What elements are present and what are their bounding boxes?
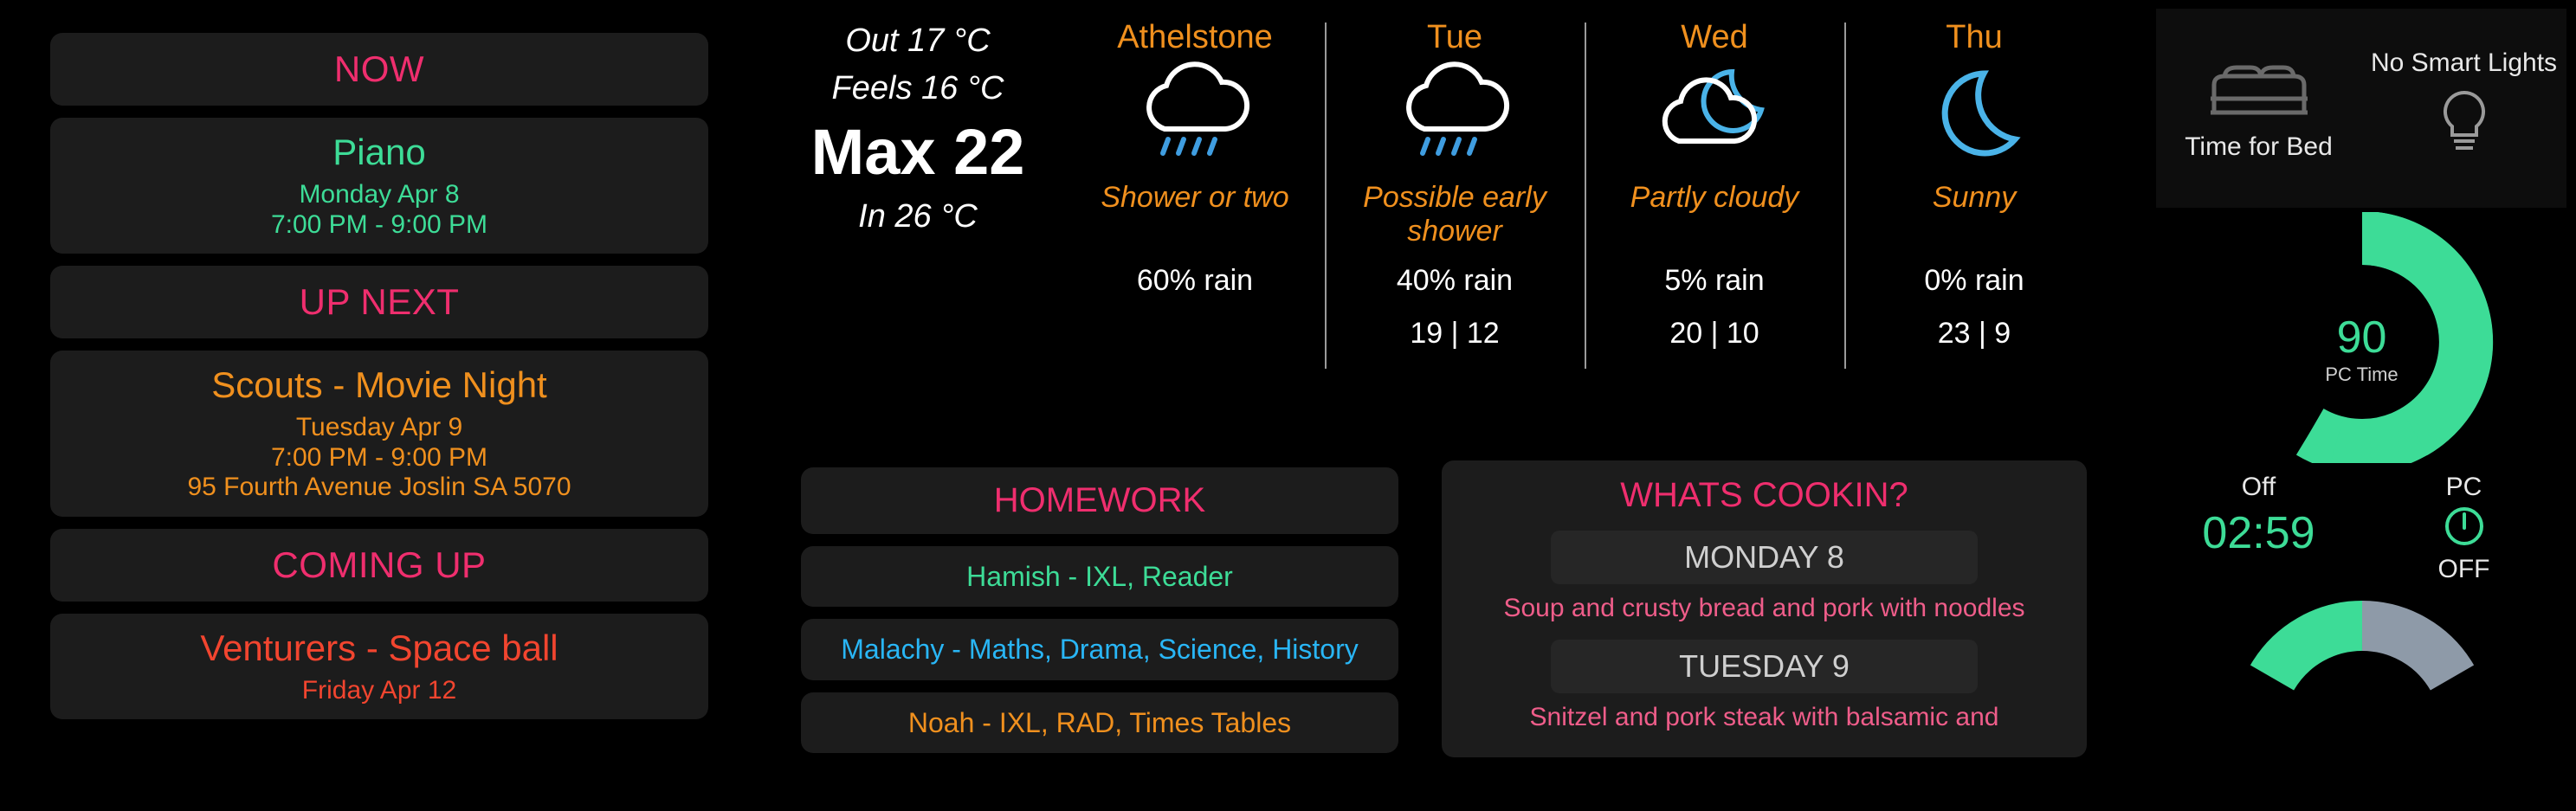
lightbulb-icon [2434,87,2495,161]
forecast-rain-chance: 0% rain [1924,264,2024,297]
forecast-description: Partly cloudy [1630,181,1799,214]
comingup-event-card[interactable] [50,614,708,720]
upnext-event-card[interactable] [50,351,708,517]
tile-row [2156,9,2567,208]
homework-item[interactable] [801,692,1398,753]
gauge-value: 90 [2336,312,2387,363]
timer-value: 02:59 [2202,508,2315,558]
max-temp: Max 22 [810,116,1025,189]
now-event-title: Piano [332,132,426,172]
inside-temp: In 26 °C [858,197,978,235]
homework-item-label: Malachy - Maths, Drama, Science, History [841,634,1359,666]
timer-state-label: Off [2241,473,2276,501]
forecast-temps: 23 | 9 [1937,317,2011,350]
forecast-day-3[interactable] [1844,12,2104,351]
meal-description: Soup and crusty bread and pork with noodles [1503,594,2025,622]
homework-item-label: Hamish - IXL, Reader [966,561,1233,592]
comingup-header [50,529,708,602]
rain-cloud-icon [1065,61,1325,165]
now-event-time: 7:00 PM - 9:00 PM [270,209,488,239]
current-conditions [779,17,1056,241]
forecast-description: Shower or two [1101,181,1289,214]
now-event-card[interactable] [50,118,708,254]
now-label: NOW [333,48,425,89]
timer-status[interactable] [2156,473,2361,584]
upnext-event-location: 95 Fourth Avenue Joslin SA 5070 [187,473,571,501]
pc-label: PC [2445,473,2482,501]
forecast-temps: 19 | 12 [1410,317,1500,350]
upnext-label: UP NEXT [299,281,460,322]
forecast-day-2[interactable] [1585,12,1844,351]
moon-icon [1844,61,2104,165]
homework-item-label: Noah - IXL, RAD, Times Tables [907,706,1292,738]
homework-header [801,467,1398,534]
secondary-gauge [2156,600,2567,695]
upnext-header [50,266,708,338]
outside-temp: Out 17 °C [845,23,991,59]
homework-title: HOMEWORK [993,481,1206,519]
comingup-event-title: Venturers - Space ball [200,627,558,668]
forecast-day-1[interactable] [1325,12,1585,351]
weather-panel [762,12,2147,454]
smart-lights-tile[interactable] [2361,9,2566,208]
forecast-day-0[interactable] [1065,12,1325,351]
meal-description: Snitzel and pork steak with balsamic and [1529,703,1999,731]
forecast-temps: 20 | 10 [1669,317,1759,350]
smart-lights-label: No Smart Lights [2370,48,2558,78]
meal-day: TUESDAY 9 [1551,640,1978,693]
forecast-rain-chance: 5% rain [1664,264,1765,297]
meal-plan-title: WHATS COOKIN? [1620,476,1908,514]
pc-power-state: OFF [2437,555,2490,583]
now-event-date: Monday Apr 8 [299,180,460,209]
forecast-rain-chance: 60% rain [1136,264,1254,297]
partly-cloudy-night-icon [1585,61,1844,165]
forecast-rain-chance: 40% rain [1396,264,1514,297]
status-row [2156,473,2567,584]
meal-plan-panel [1442,460,2087,757]
forecast-columns [1065,12,2104,351]
comingup-event-date: Friday Apr 12 [301,675,457,705]
homework-panel [801,467,1398,765]
now-header [50,33,708,106]
forecast-day-name: Tue [1426,19,1483,55]
forecast-day-name: Thu [1946,19,2003,55]
power-icon[interactable] [2361,505,2566,551]
time-for-bed-label: Time for Bed [2185,132,2333,162]
bed-icon [2207,54,2311,126]
pc-time-gauge [2156,208,2567,467]
gauge-readout [2156,312,2567,386]
meal-day: MONDAY 8 [1551,531,1978,584]
homework-item[interactable] [801,619,1398,679]
rain-cloud-icon [1325,61,1585,165]
right-column [2156,9,2567,811]
upnext-event-date: Tuesday Apr 9 [295,413,463,441]
forecast-day-name: Athelstone [1117,19,1273,55]
forecast-day-name: Wed [1681,19,1748,55]
homework-item[interactable] [801,546,1398,607]
forecast-description: Possible early shower [1363,181,1546,248]
feels-like-temp: Feels 16 °C [831,70,1004,107]
forecast-description: Sunny [1932,181,2017,214]
time-for-bed-tile[interactable] [2156,9,2361,208]
calendar-column [50,33,708,731]
upnext-event-title: Scouts - Movie Night [211,364,547,405]
comingup-label: COMING UP [272,544,487,585]
upnext-event-time: 7:00 PM - 9:00 PM [270,442,488,472]
gauge-label: PC Time [2325,364,2398,385]
pc-power-control[interactable] [2361,473,2566,584]
